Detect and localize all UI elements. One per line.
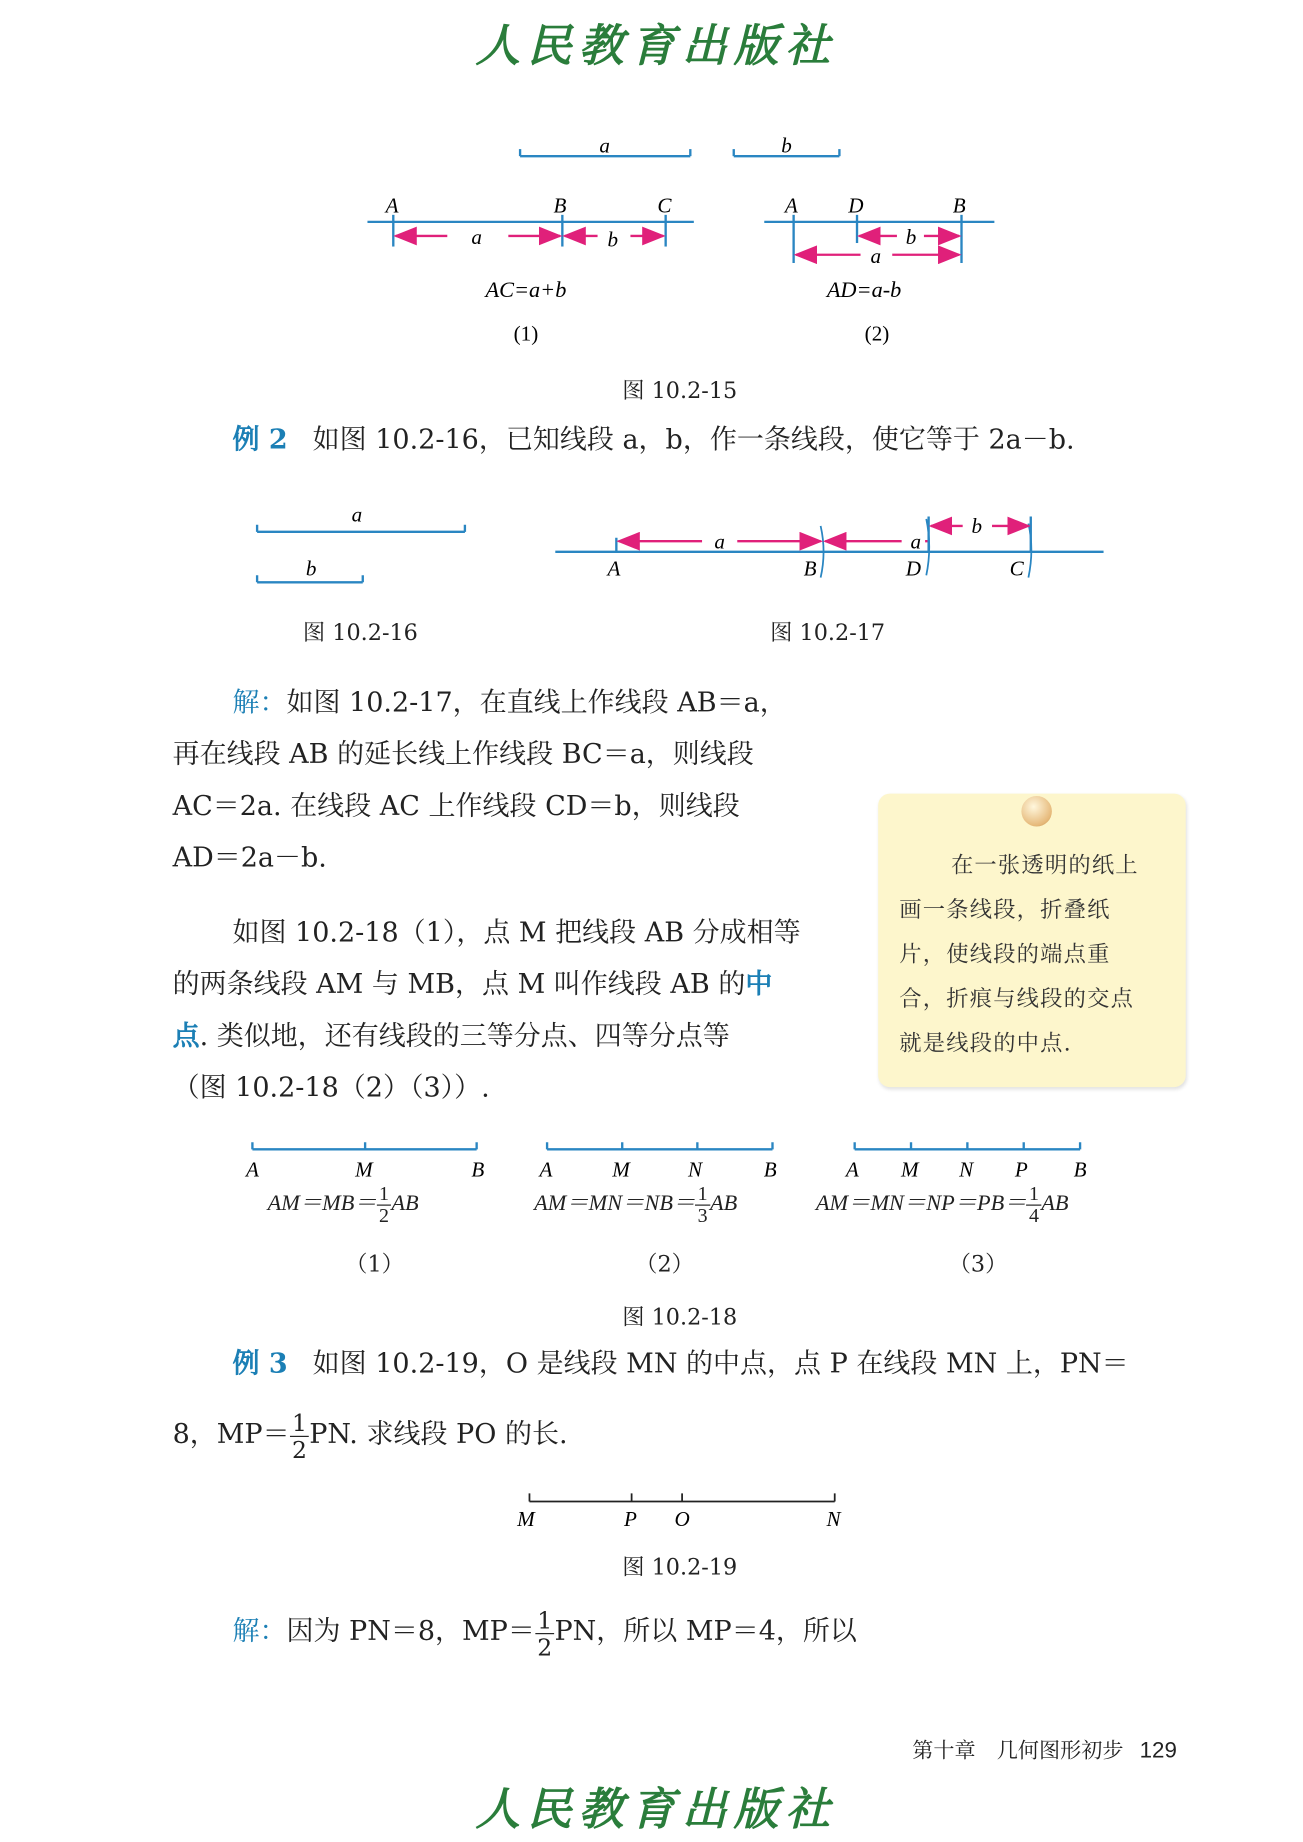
f18-3-pre: AM＝MN＝NP＝PB＝: [815, 1191, 1027, 1217]
point-B2: B: [952, 193, 966, 218]
point-B: B: [553, 193, 567, 218]
example-2-text: 如图 10.2-16，已知线段 a，b，作一条线段，使它等于 2a－b.: [312, 424, 1075, 456]
midpoint-line-1: 如图 10.2-18（1），点 M 把线段 AB 分成相等: [232, 918, 801, 949]
solution-2-label: 解：: [232, 687, 287, 719]
f18-3-P: P: [1014, 1157, 1028, 1180]
page-number: 129: [1139, 1738, 1177, 1764]
solution-2-line-2: 再在线段 AB 的延长线上作线段 BC＝a，则线段: [172, 739, 754, 771]
f18-2-M: M: [612, 1157, 630, 1180]
f18-1-B: B: [471, 1157, 485, 1180]
note-line-1: 在一张透明的纸上: [950, 852, 1139, 879]
f18-3-post: AB: [1041, 1191, 1069, 1217]
publisher-footer: 人民教育出版社: [475, 1782, 838, 1835]
example-3-post: PN. 求线段 PO 的长.: [309, 1419, 568, 1450]
f18-formula-3: [816, 1183, 1069, 1226]
f18-2-A: A: [539, 1157, 553, 1180]
solution-2-line-4: AD＝2a－b.: [172, 842, 327, 874]
f18-2-den: 3: [697, 1204, 708, 1227]
midpoint-line-2-text: 的两条线段 AM 与 MB，点 M 叫作线段 AB 的: [172, 969, 746, 1001]
note-line-3: 片，使线段的端点重: [899, 941, 1111, 968]
point-A2: A: [784, 193, 798, 218]
example-3-pre: 8，MP＝: [172, 1419, 290, 1450]
note-line-4: 合，折痕与线段的交点: [899, 986, 1135, 1012]
caption-10-2-19: 图 10.2-19: [622, 1554, 738, 1581]
f18-3-B: B: [1073, 1157, 1087, 1180]
f19-P: P: [623, 1507, 637, 1532]
note-line-5: 就是线段的中点.: [899, 1030, 1072, 1057]
figure-10-2-18-lines: [0, 1133, 1303, 1180]
midpoint-line-2: [173, 959, 773, 1011]
solution-2-line-1: [232, 677, 786, 729]
point-A: A: [385, 193, 399, 218]
f18-2-pre: AM＝MN＝NB＝: [534, 1191, 696, 1217]
midpoint-line-3-text: . 类似地，还有线段的三等分点、四等分点等: [199, 1021, 730, 1052]
f18-2-post: AB: [709, 1191, 738, 1217]
example-3-label: 例 3: [232, 1347, 288, 1380]
f18-2-num: 1: [695, 1183, 710, 1205]
f18-3-A: A: [845, 1157, 859, 1180]
solution-3-post: PN，所以 MP＝4，所以: [554, 1616, 857, 1648]
midpoint-line-4: （图 10.2-18（2）（3））.: [172, 1073, 490, 1104]
caption-10-2-17: 图 10.2-17: [770, 619, 886, 646]
figure-10-2-19: [0, 1489, 1303, 1536]
f18-3-num: 1: [1027, 1183, 1042, 1205]
label-a-bar: a: [599, 133, 610, 158]
f18-3-den: 4: [1028, 1204, 1039, 1227]
f19-O: O: [674, 1507, 690, 1532]
solution-3-label: 解：: [232, 1616, 287, 1648]
sol3-num: 1: [535, 1607, 555, 1634]
side-note: [878, 794, 1186, 1088]
f19-M: M: [517, 1507, 535, 1532]
example-3-text-1: 如图 10.2-19，O 是线段 MN 的中点，点 P 在线段 MN 上，PN＝: [312, 1348, 1129, 1380]
caption-10-2-15-text: 图 10.2-15: [622, 378, 738, 404]
publisher-header: 人民教育出版社: [475, 18, 838, 72]
fig17-A: A: [607, 556, 621, 581]
f18-1-num: 1: [377, 1183, 392, 1205]
f18-1-M: M: [355, 1157, 373, 1180]
fig17-a1: a: [714, 529, 725, 554]
f18-1-pre: AM＝MB＝: [267, 1191, 377, 1217]
footer: [912, 1734, 1177, 1765]
seg-a2-label: a: [870, 243, 882, 268]
label-b-bar: b: [781, 133, 792, 158]
fig17-a2: a: [910, 529, 922, 554]
point-C: C: [657, 193, 672, 218]
point-D2: D: [848, 193, 864, 218]
example-3-line-2: [173, 1409, 568, 1462]
f18-sub-1: （1）: [345, 1251, 404, 1278]
caption-10-2-18: 图 10.2-18: [622, 1304, 738, 1331]
note-line-2: 画一条线段，折叠纸: [899, 896, 1111, 923]
figures-16-17: [0, 493, 1303, 622]
formula-ac: AC=a+b: [485, 277, 567, 303]
fig17-C: C: [1009, 556, 1024, 581]
seg-a-label: a: [471, 225, 482, 250]
seg-b-label: b: [607, 227, 619, 252]
solution-2-text-1: 如图 10.2-17，在直线上作线段 AB＝a，: [286, 687, 787, 719]
fig17-b: b: [971, 513, 983, 538]
side-note-text: [899, 843, 1171, 1066]
f19-N: N: [826, 1507, 841, 1532]
footer-chapter: 第十章 几何图形初步: [912, 1738, 1124, 1764]
formula-ad: AD=a-b: [826, 277, 902, 303]
f18-formula-1: [268, 1183, 419, 1226]
ex3-num: 1: [290, 1409, 310, 1436]
solution-3-pre: 因为 PN＝8，MP＝: [286, 1616, 535, 1648]
solution-3: [232, 1606, 856, 1659]
figure-10-2-15: [0, 0, 1303, 376]
sub-label-1: (1): [513, 321, 539, 346]
f18-3-N: N: [959, 1157, 974, 1180]
f18-1-post: AB: [391, 1191, 419, 1217]
pin-icon: [1021, 796, 1052, 827]
example-2-label: 例 2: [232, 423, 288, 456]
f18-3-M: M: [901, 1157, 919, 1180]
sol3-den: 2: [537, 1632, 553, 1661]
f18-1-den: 2: [379, 1204, 390, 1227]
example-2: [232, 414, 1074, 466]
fig17-B: B: [803, 556, 817, 581]
f18-2-N: N: [687, 1157, 703, 1180]
example-3-line-1: [232, 1338, 1128, 1390]
ex3-den: 2: [291, 1435, 307, 1464]
fig16-b: b: [305, 556, 317, 581]
term-midpoint-b: 点: [172, 1020, 200, 1052]
sub-label-2: (2): [864, 321, 890, 346]
f18-2-B: B: [763, 1157, 777, 1180]
f18-sub-3: （3）: [948, 1251, 1008, 1278]
f18-formula-2: [534, 1183, 737, 1226]
caption-10-2-16: 图 10.2-16: [302, 619, 418, 646]
term-midpoint-a: 中: [745, 968, 773, 1001]
solution-2-line-3: AC＝2a. 在线段 AC 上作线段 CD＝b，则线段: [172, 791, 740, 822]
seg-b2-label: b: [905, 225, 917, 250]
fig17-D: D: [905, 556, 922, 581]
f18-sub-2: （2）: [635, 1251, 694, 1278]
f18-1-A: A: [245, 1157, 259, 1180]
midpoint-line-3: [173, 1011, 730, 1063]
fig16-a: a: [351, 502, 363, 527]
